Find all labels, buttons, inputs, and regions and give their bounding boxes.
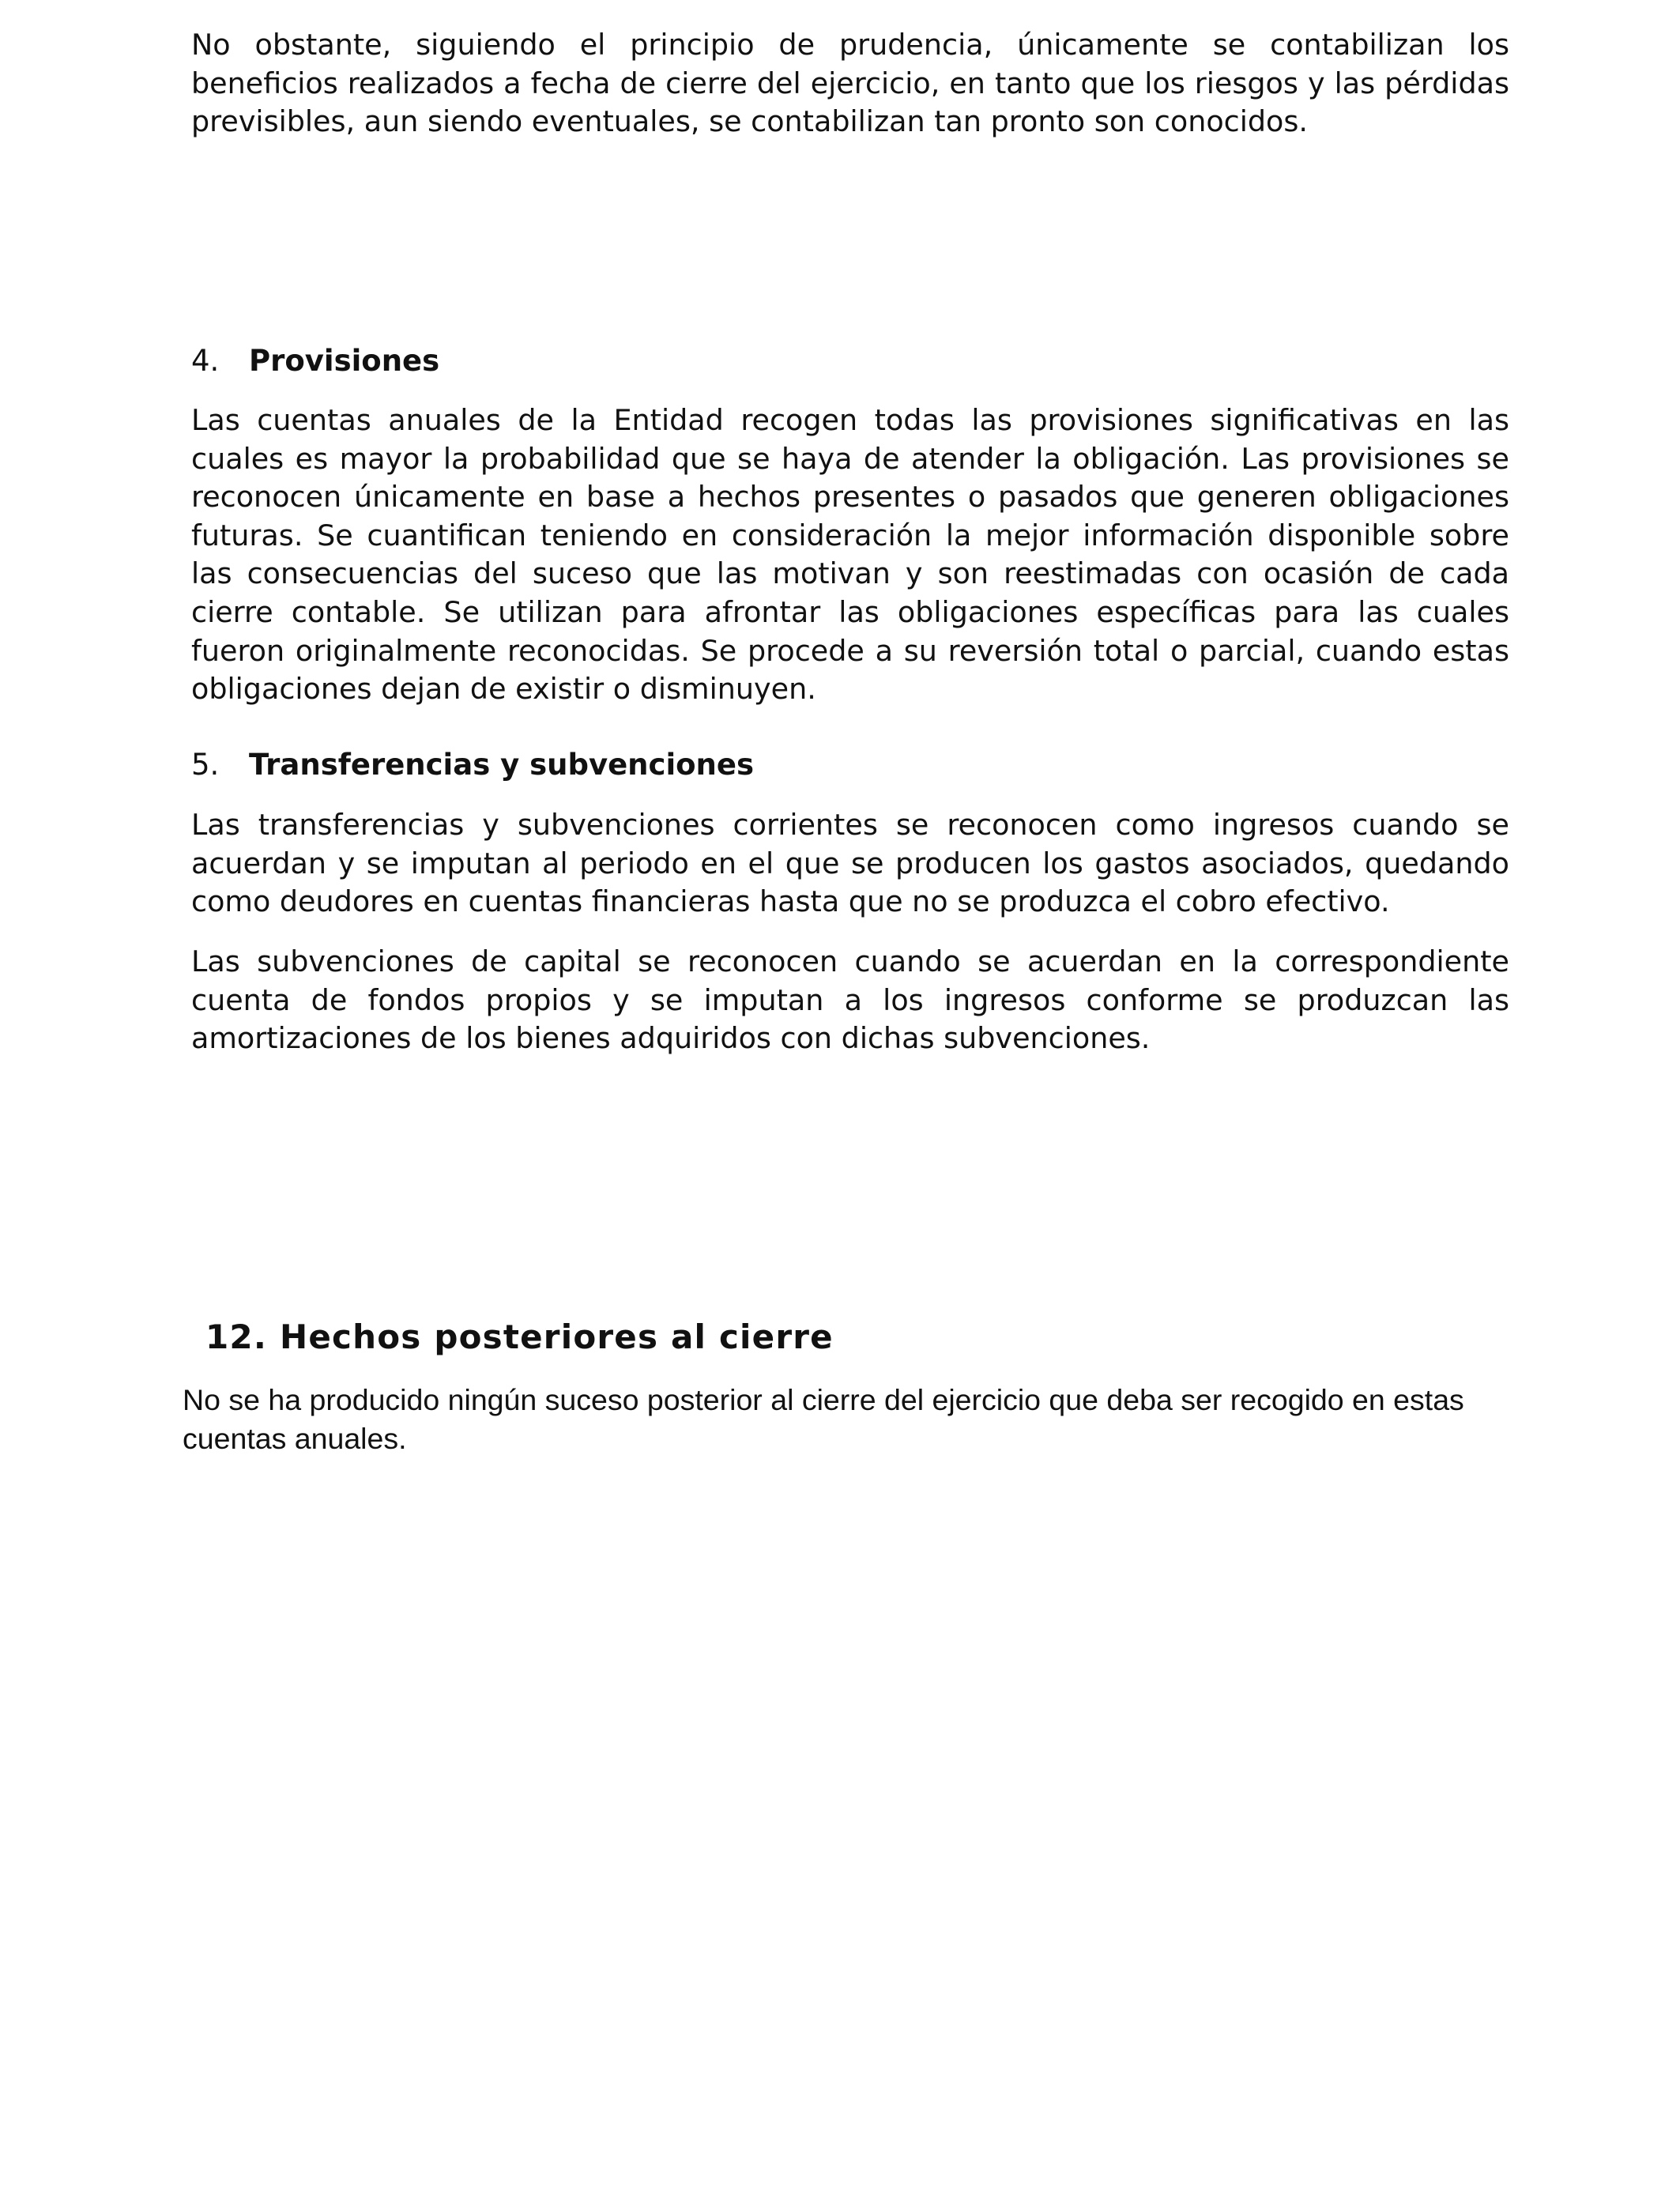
- section-5-paragraph-2: Las subvenciones de capital se reconocen cuando se acuerdan en la correspondiente cuenta de fondos propios y se imputan a los ingresos conforme se produzcan las amortizaciones de los bienes adquiridos con dichas subvenciones.: [191, 944, 1509, 1056]
- section-12-heading: [205, 1316, 1524, 1359]
- section-5-title: Transferencias y subvenciones: [249, 748, 755, 782]
- section-12-paragraph: [183, 1381, 1510, 1457]
- section-4-number: 4.: [191, 344, 220, 378]
- section-4-body-block: [191, 401, 1509, 709]
- section-5-paragraph-1: Las transferencias y subvenciones corrientes se reconocen como ingresos cuando se acuerdan y se imputan al periodo en el que se producen los gastos asociados, quedando como deudores en cuentas financieras hasta que no se produzca el cobro efectivo.: [191, 808, 1509, 919]
- section-12-body-block: [183, 1381, 1510, 1457]
- section-4-heading: [191, 342, 1509, 380]
- intro-paragraph: No obstante, siguiendo el principio de prudencia, únicamente se contabilizan los beneficios realizados a fecha de cierre del ejercicio, en tanto que los riesgos y las pérdidas previsibles, aun siendo eventuales, se contabilizan tan pronto son conocidos.: [191, 28, 1509, 139]
- section-5-body-1-block: [191, 806, 1509, 922]
- section-12-number: 12.: [205, 1318, 268, 1356]
- section-5-number: 5.: [191, 748, 220, 782]
- section-12-line-1: No se ha producido ningún suceso posterior al cierre del ejercicio que deba ser recogido en estas: [183, 1383, 1464, 1416]
- intro-paragraph-block: [191, 26, 1509, 141]
- section-12-title: Hechos posteriores al cierre: [280, 1318, 834, 1356]
- section-4-title: Provisiones: [249, 344, 440, 378]
- section-12-line-2: cuentas anuales.: [183, 1421, 407, 1455]
- section-4-paragraph: Las cuentas anuales de la Entidad recogen todas las provisiones significativas en las cuales es mayor la probabilidad que se haya de atender la obligación. Las provisiones se reconocen únicamente en base a hechos presentes o pasados que generen obligaciones futuras. Se cuantifican teniendo en consideración la mejor información disponible sobre las consecuencias del suceso que las motivan y son reestimadas con ocasión de cada cierre contable. Se utilizan para afrontar las obligaciones específicas para las cuales fueron originalmente reconocidas. Se procede a su reversión total o parcial, cuando estas obligaciones dejan de existir o disminuyen.: [191, 403, 1509, 707]
- section-5-body-2-block: [191, 943, 1509, 1058]
- section-5-heading: [191, 746, 1509, 784]
